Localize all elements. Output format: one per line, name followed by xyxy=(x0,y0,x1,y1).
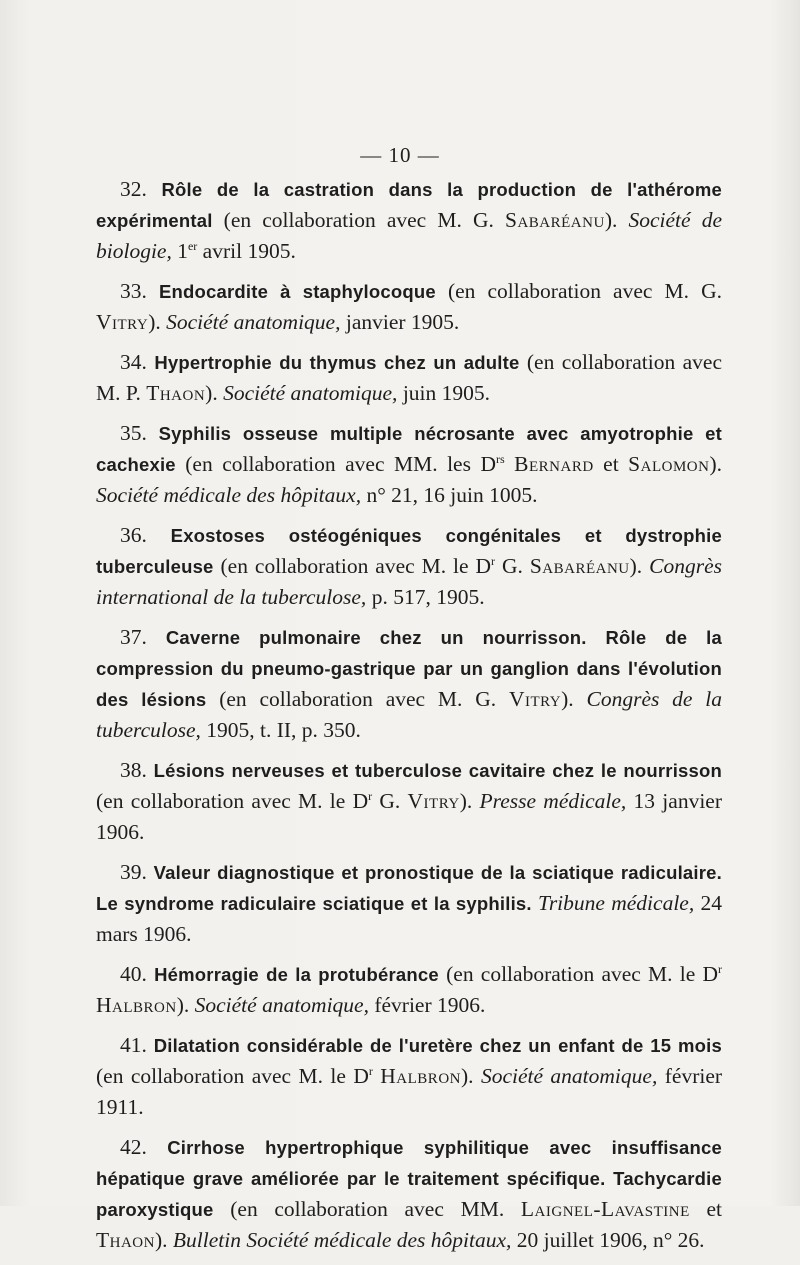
entry-text: (en collaboration avec M. le D xyxy=(213,554,492,578)
entry-title: Dilatation considérable de l'uretère chez un enfant de 15 mois xyxy=(153,1035,723,1056)
author-name: Sabaréanu xyxy=(529,554,630,578)
entry-text: et xyxy=(593,452,629,476)
entry-title: Syphilis osseuse multiple nécrosante avec amyotrophie et cachexie xyxy=(96,423,722,475)
entry-text: ). xyxy=(148,310,167,334)
journal-name: Congrès de la tuberculose, xyxy=(96,687,723,742)
entry-date: n° 21, 16 juin 1005. xyxy=(361,483,538,507)
journal-name: Société anatomique, xyxy=(194,993,369,1017)
entry-text: ). xyxy=(154,1228,173,1252)
entry-date: 13 janvier 1906. xyxy=(96,789,722,844)
entry-text: ). xyxy=(561,687,587,711)
entry-text: G. xyxy=(372,789,408,813)
bibliography-entry-33 xyxy=(96,276,722,338)
entry-text: ). xyxy=(604,208,629,232)
author-name: Vitry xyxy=(407,789,460,813)
entry-title: Valeur diagnostique et pronostique de la sciatique radiculaire. Le syndrome radiculaire sciatique et la syphilis. xyxy=(96,862,722,914)
page-number: — 10 — xyxy=(360,143,440,167)
author-name: Vitry xyxy=(508,687,562,711)
author-name: Vitry xyxy=(96,310,149,334)
bibliography-entry-41 xyxy=(96,1030,722,1123)
entry-text: (en collaboration avec MM. xyxy=(213,1197,521,1221)
entry-text: (en collaboration avec M. G. xyxy=(206,687,509,711)
entry-date: janvier 1905. xyxy=(340,310,460,334)
author-name: Sabaréanu xyxy=(505,208,605,232)
entry-date: 20 juillet 1906, n° 26. xyxy=(511,1228,705,1252)
entry-number: 32. xyxy=(120,177,147,201)
entry-number: 33. xyxy=(120,279,147,303)
journal-name: Bulletin Société médicale des hôpitaux, xyxy=(172,1228,512,1252)
author-name: Thaon xyxy=(146,381,206,405)
superscript: r xyxy=(718,962,723,976)
entry-date: 24 mars 1906. xyxy=(96,891,722,946)
journal-name: Tribune médicale, xyxy=(538,891,695,915)
entry-text xyxy=(505,452,515,476)
journal-name: Presse médicale, xyxy=(479,789,627,813)
bibliography-entry-38 xyxy=(96,755,722,848)
entry-title: Cirrhose hypertrophique syphilitique avec insuffisance hépatique grave améliorée par le traitement spécifique. Tachycardie paroxystique xyxy=(96,1137,723,1220)
entry-date: avril 1905. xyxy=(197,239,296,263)
entry-title: Exostoses ostéogéniques congénitales et dystrophie tuberculeuse xyxy=(96,525,723,577)
bibliography-entry-42 xyxy=(96,1132,722,1256)
bibliography-entry-40 xyxy=(96,959,722,1021)
entry-date: 1905, t. II, p. 350. xyxy=(200,718,361,742)
entry-title: Caverne pulmonaire chez un nourrisson. Rôle de la compression du pneumo-gastrique par un ganglion dans l'évolution des lésions xyxy=(96,627,723,710)
entry-date: p. 517, 1905. xyxy=(366,585,485,609)
entry-number: 39. xyxy=(120,860,147,884)
entry-text: (en collaboration avec M. le D xyxy=(96,1064,369,1088)
bibliography-list xyxy=(96,174,722,1265)
author-name: Bernard xyxy=(514,452,594,476)
entry-text: ). xyxy=(629,554,650,578)
entry-number: 34. xyxy=(120,350,147,374)
bibliography-entry-34 xyxy=(96,347,722,409)
entry-text: ). xyxy=(459,789,480,813)
entry-title: Hémorragie de la protubérance xyxy=(154,964,439,985)
entry-number: 41. xyxy=(120,1033,147,1057)
superscript: rs xyxy=(495,452,505,466)
entry-number: 42. xyxy=(120,1135,147,1159)
entry-text: (en collaboration avec M. G. xyxy=(435,279,723,303)
bibliography-entry-39 xyxy=(96,857,722,950)
entry-text: ). xyxy=(460,1064,481,1088)
entry-text: ). xyxy=(709,452,723,476)
entry-title: Lésions nerveuses et tuberculose cavitaire chez le nourrisson xyxy=(153,760,723,781)
entry-text: (en collaboration avec MM. les D xyxy=(175,452,496,476)
superscript: er xyxy=(187,239,198,253)
journal-name: Société anatomique, xyxy=(166,310,341,334)
entry-title: Hypertrophie du thymus chez un adulte xyxy=(154,352,520,373)
author-name: Salomon xyxy=(628,452,710,476)
author-name: Halbron xyxy=(96,993,177,1017)
entry-date: février 1906. xyxy=(368,993,486,1017)
entry-text: (en collaboration avec M. G. xyxy=(212,208,506,232)
bibliography-entry-36 xyxy=(96,520,722,613)
journal-name: Société anatomique, xyxy=(480,1064,658,1088)
journal-name: Société médicale des hôpitaux, xyxy=(96,483,362,507)
superscript: r xyxy=(491,554,496,568)
entry-text: ). xyxy=(205,381,224,405)
entry-text: (en collaboration avec M. P. xyxy=(96,350,723,405)
entry-text: ). xyxy=(176,993,195,1017)
author-name: Halbron xyxy=(380,1064,461,1088)
entry-number: 36. xyxy=(120,523,147,547)
entry-date: juin 1905. xyxy=(397,381,491,405)
entry-text: (en collaboration avec M. le D xyxy=(96,789,369,813)
bibliography-entry-35 xyxy=(96,418,722,511)
entry-number: 37. xyxy=(120,625,147,649)
entry-number: 38. xyxy=(120,758,147,782)
entry-text: G. xyxy=(495,554,530,578)
bibliography-entry-37 xyxy=(96,622,722,746)
journal-name: Congrès international de la tuberculose, xyxy=(96,554,722,609)
entry-number: 35. xyxy=(120,421,147,445)
superscript: r xyxy=(368,789,373,803)
journal-name: Société anatomique, xyxy=(223,381,398,405)
journal-name: Société de biologie, xyxy=(96,208,722,263)
entry-number: 40. xyxy=(120,962,147,986)
superscript: r xyxy=(368,1064,373,1078)
author-name: Thaon xyxy=(96,1228,155,1252)
bibliography-entry-32 xyxy=(96,174,722,267)
entry-date: février 1911. xyxy=(96,1064,723,1119)
entry-text: 1 xyxy=(171,239,188,263)
entry-text: (en collaboration avec M. le D xyxy=(438,962,719,986)
entry-title: Rôle de la castration dans la production de l'athérome expérimental xyxy=(96,179,722,231)
entry-title: Endocardite à staphylocoque xyxy=(158,281,436,302)
entry-text: et xyxy=(689,1197,722,1221)
author-name: Laignel-Lavastine xyxy=(520,1197,690,1221)
